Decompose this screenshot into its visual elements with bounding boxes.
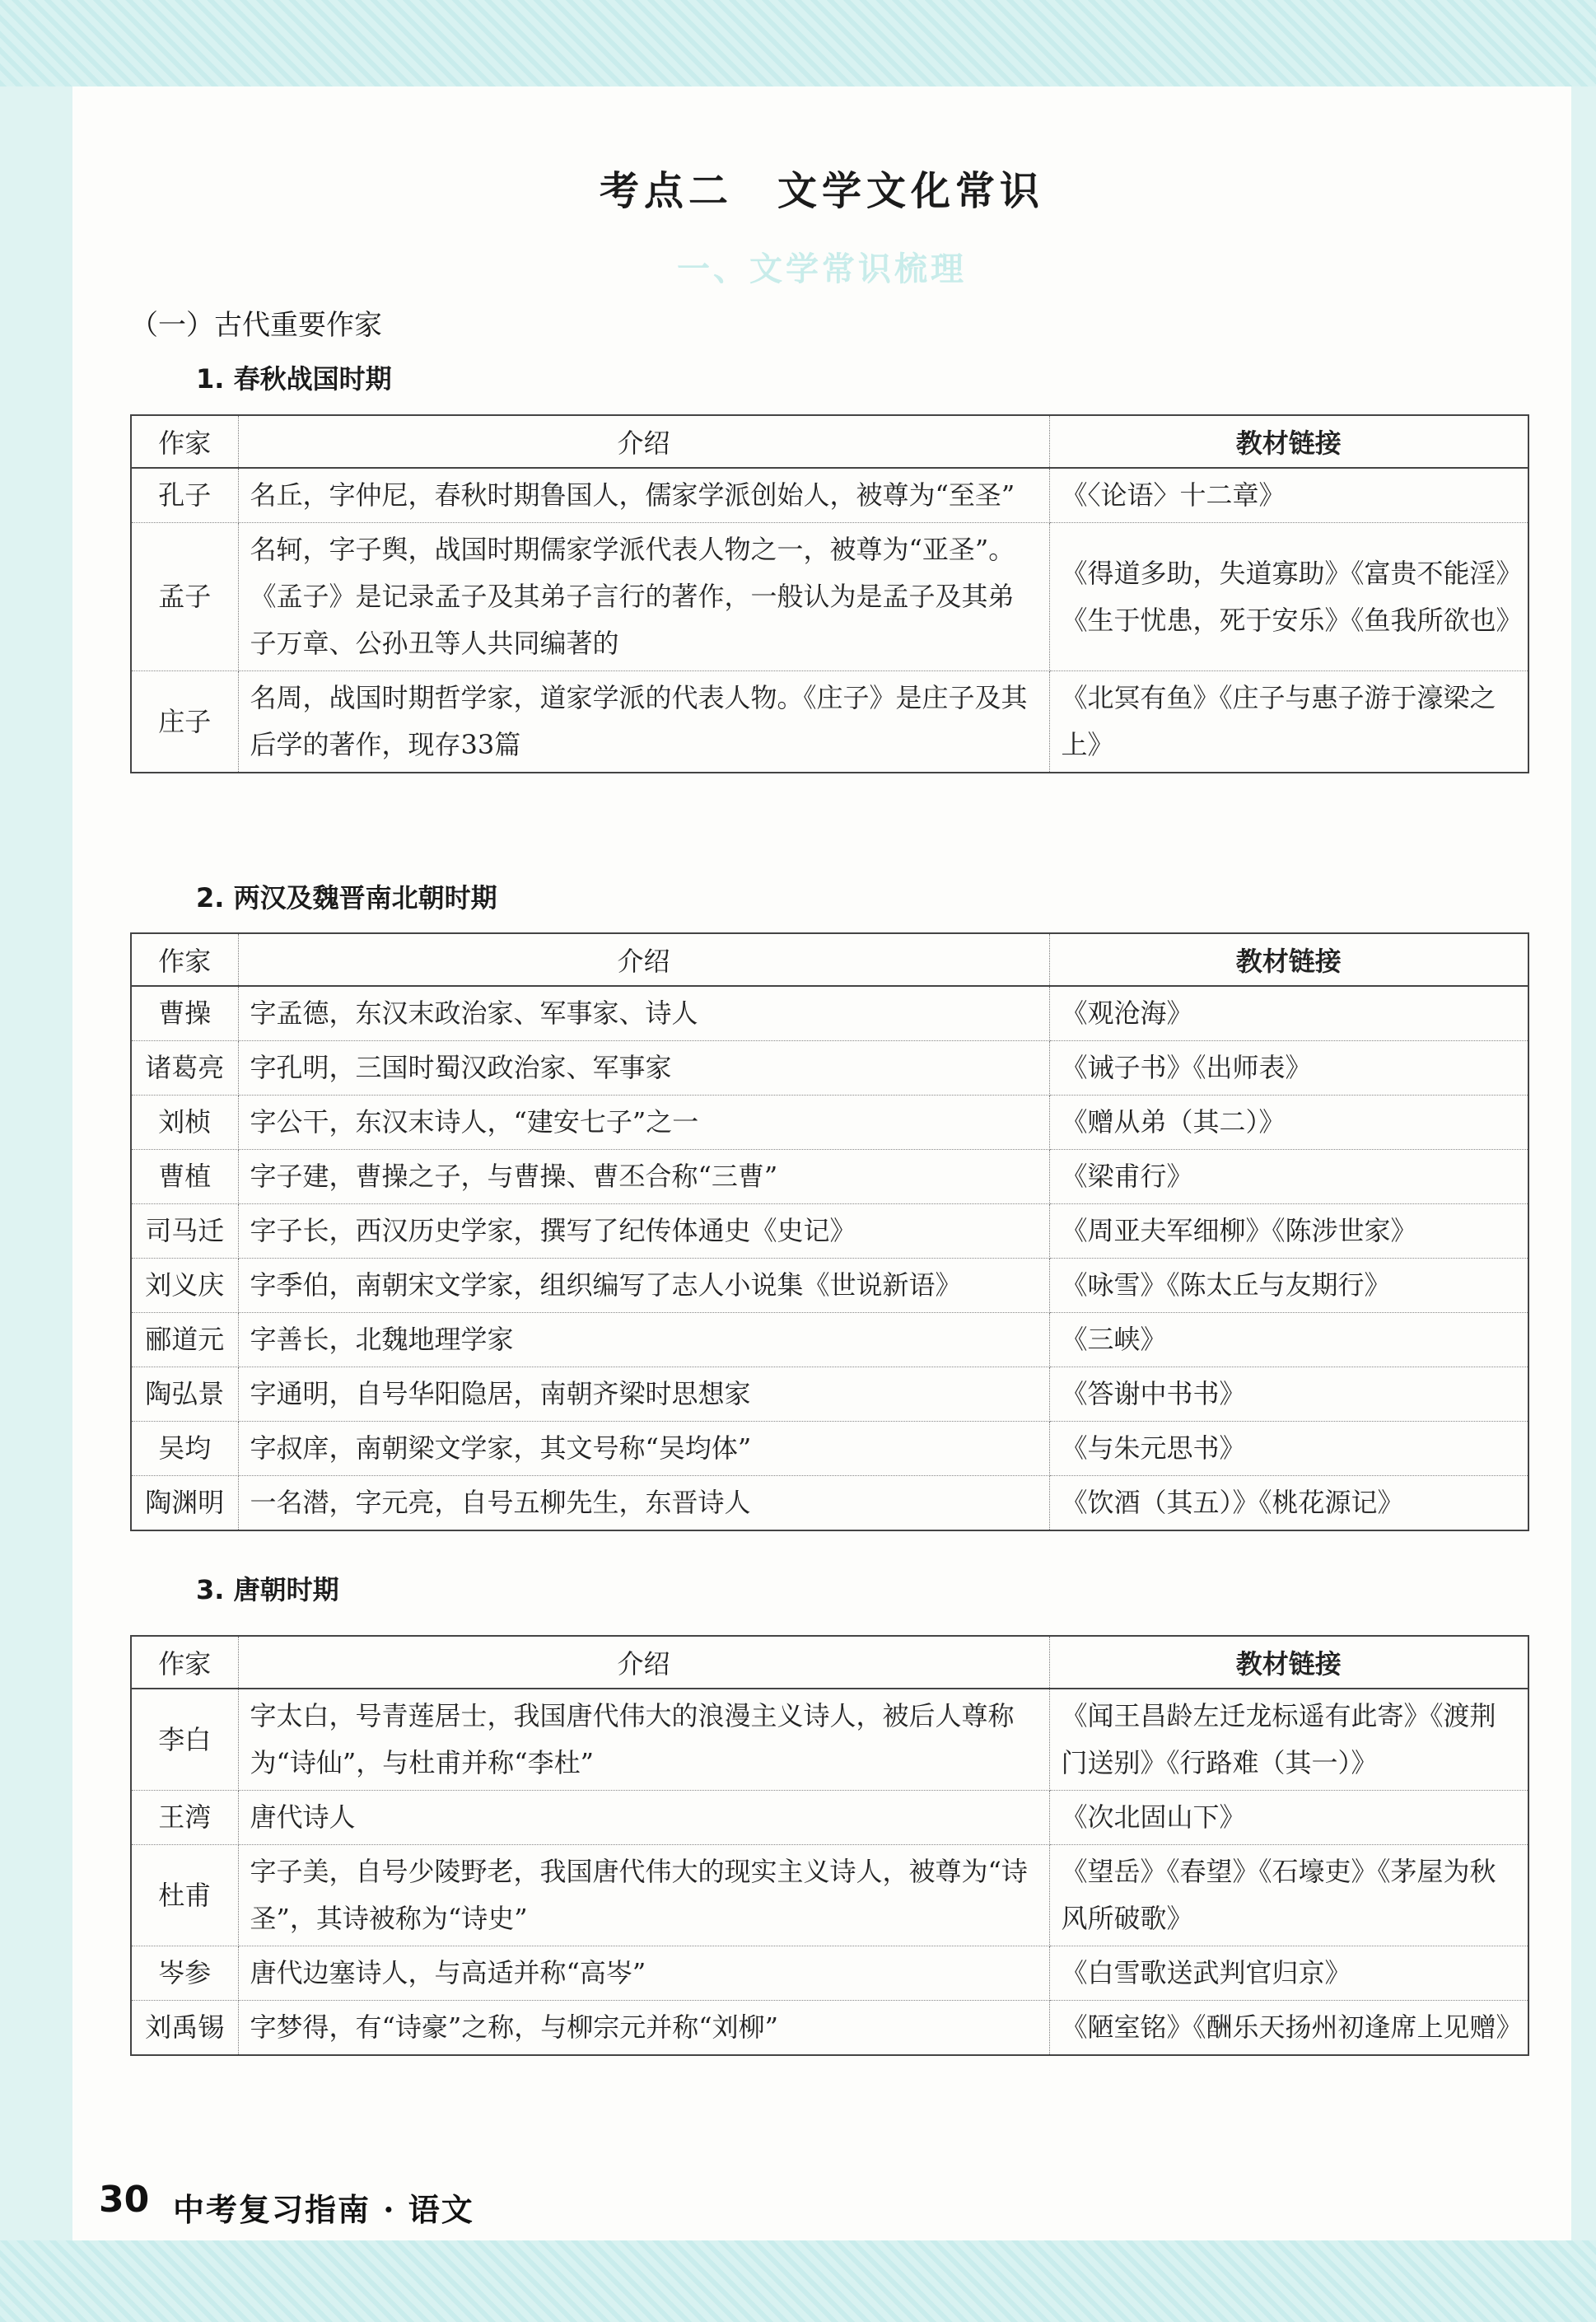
table-row xyxy=(131,523,1528,671)
author-intro-cell: 名轲，字子舆，战国时期儒家学派代表人物之一，被尊为“亚圣”。《孟子》是记录孟子及其弟子言行的著作，一般认为是孟子及其弟子万章、公孙丑等人共同编著的 xyxy=(238,523,1049,671)
textbook-link-cell: 《白雪歌送武判官归京》 xyxy=(1049,1946,1528,2001)
author-name-cell: 陶渊明 xyxy=(131,1476,238,1531)
author-intro-cell: 字孔明，三国时蜀汉政治家、军事家 xyxy=(238,1041,1049,1096)
author-name-cell: 郦道元 xyxy=(131,1313,238,1367)
page-number: 30 xyxy=(99,2179,150,2221)
author-intro-cell: 唐代诗人 xyxy=(238,1791,1049,1845)
table-row xyxy=(131,1313,1528,1367)
textbook-link-cell: 《闻王昌龄左迁龙标遥有此寄》《渡荆门送别》《行路难（其一）》 xyxy=(1049,1689,1528,1791)
author-table xyxy=(130,932,1529,1531)
table-row xyxy=(131,1791,1528,1845)
bottom-decor-band xyxy=(0,2240,1596,2322)
group-heading: 3. 唐朝时期 xyxy=(196,1574,339,1605)
author-intro-cell: 字叔庠，南朝梁文学家，其文号称“吴均体” xyxy=(238,1422,1049,1476)
author-intro-cell: 名丘，字仲尼，春秋时期鲁国人，儒家学派创始人，被尊为“至圣” xyxy=(238,468,1049,523)
table-header-row xyxy=(131,933,1528,986)
section-subtitle: 一、文学常识梳理 xyxy=(677,250,967,288)
author-intro-cell: 字公干，东汉末诗人，“建安七子”之一 xyxy=(238,1096,1049,1150)
header-intro: 介绍 xyxy=(238,1636,1049,1689)
textbook-link-cell: 《望岳》《春望》《石壕吏》《茅屋为秋风所破歌》 xyxy=(1049,1845,1528,1946)
table-row xyxy=(131,1476,1528,1531)
table-row xyxy=(131,671,1528,773)
table-row xyxy=(131,468,1528,523)
textbook-link-cell: 《梁甫行》 xyxy=(1049,1150,1528,1204)
textbook-link-cell: 《诫子书》《出师表》 xyxy=(1049,1041,1528,1096)
author-intro-cell: 字孟德，东汉末政治家、军事家、诗人 xyxy=(238,986,1049,1041)
table-row xyxy=(131,1367,1528,1422)
header-link: 教材链接 xyxy=(1049,1636,1528,1689)
author-name-cell: 李白 xyxy=(131,1689,238,1791)
header-intro: 介绍 xyxy=(238,933,1049,986)
author-intro-cell: 字太白，号青莲居士，我国唐代伟大的浪漫主义诗人，被后人尊称为“诗仙”，与杜甫并称“李杜” xyxy=(238,1689,1049,1791)
table-row xyxy=(131,1689,1528,1791)
author-intro-cell: 名周，战国时期哲学家，道家学派的代表人物。《庄子》是庄子及其后学的著作，现存33篇 xyxy=(238,671,1049,773)
author-intro-cell: 字子建，曹操之子，与曹操、曹丕合称“三曹” xyxy=(238,1150,1049,1204)
textbook-link-cell: 《三峡》 xyxy=(1049,1313,1528,1367)
author-name-cell: 孔子 xyxy=(131,468,238,523)
author-name-cell: 吴均 xyxy=(131,1422,238,1476)
group-heading: 2. 两汉及魏晋南北朝时期 xyxy=(196,882,497,913)
table-row xyxy=(131,1259,1528,1313)
textbook-link-cell: 《周亚夫军细柳》《陈涉世家》 xyxy=(1049,1204,1528,1259)
author-name-cell: 岑参 xyxy=(131,1946,238,2001)
author-name-cell: 刘义庆 xyxy=(131,1259,238,1313)
table-header-row xyxy=(131,415,1528,468)
table-row xyxy=(131,986,1528,1041)
author-intro-cell: 唐代边塞诗人，与高适并称“高岑” xyxy=(238,1946,1049,2001)
page xyxy=(72,86,1571,2240)
header-intro: 介绍 xyxy=(238,415,1049,468)
section-heading: （一）古代重要作家 xyxy=(130,309,382,342)
author-name-cell: 诸葛亮 xyxy=(131,1041,238,1096)
table-row xyxy=(131,1096,1528,1150)
textbook-link-cell: 《陋室铭》《酬乐天扬州初逢席上见赠》 xyxy=(1049,2001,1528,2056)
header-author: 作家 xyxy=(131,1636,238,1689)
table-row xyxy=(131,1422,1528,1476)
table-header-row xyxy=(131,1636,1528,1689)
author-name-cell: 曹操 xyxy=(131,986,238,1041)
header-link: 教材链接 xyxy=(1049,415,1528,468)
textbook-link-cell: 《〈论语〉十二章》 xyxy=(1049,468,1528,523)
table-row xyxy=(131,2001,1528,2056)
book-title: 中考复习指南 · 语文 xyxy=(173,2191,474,2228)
header-author: 作家 xyxy=(131,415,238,468)
author-intro-cell: 字梦得，有“诗豪”之称，与柳宗元并称“刘柳” xyxy=(238,2001,1049,2056)
author-name-cell: 庄子 xyxy=(131,671,238,773)
author-intro-cell: 字子长，西汉历史学家，撰写了纪传体通史《史记》 xyxy=(238,1204,1049,1259)
author-name-cell: 陶弘景 xyxy=(131,1367,238,1422)
table-row xyxy=(131,1204,1528,1259)
table-row xyxy=(131,1845,1528,1946)
author-name-cell: 曹植 xyxy=(131,1150,238,1204)
table-row xyxy=(131,1150,1528,1204)
author-intro-cell: 字通明，自号华阳隐居，南朝齐梁时思想家 xyxy=(238,1367,1049,1422)
textbook-link-cell: 《与朱元思书》 xyxy=(1049,1422,1528,1476)
textbook-link-cell: 《次北固山下》 xyxy=(1049,1791,1528,1845)
page-title: 考点二 文学文化常识 xyxy=(599,168,1044,214)
author-name-cell: 王湾 xyxy=(131,1791,238,1845)
author-intro-cell: 字子美，自号少陵野老，我国唐代伟大的现实主义诗人，被尊为“诗圣”，其诗被称为“诗史” xyxy=(238,1845,1049,1946)
author-intro-cell: 字季伯，南朝宋文学家，组织编写了志人小说集《世说新语》 xyxy=(238,1259,1049,1313)
table-row xyxy=(131,1946,1528,2001)
textbook-link-cell: 《答谢中书书》 xyxy=(1049,1367,1528,1422)
textbook-link-cell: 《饮酒（其五）》《桃花源记》 xyxy=(1049,1476,1528,1531)
header-author: 作家 xyxy=(131,933,238,986)
textbook-link-cell: 《咏雪》《陈太丘与友期行》 xyxy=(1049,1259,1528,1313)
author-name-cell: 刘桢 xyxy=(131,1096,238,1150)
textbook-link-cell: 《赠从弟（其二）》 xyxy=(1049,1096,1528,1150)
group-heading: 1. 春秋战国时期 xyxy=(196,363,392,395)
author-intro-cell: 一名潜，字元亮，自号五柳先生，东晋诗人 xyxy=(238,1476,1049,1531)
header-link: 教材链接 xyxy=(1049,933,1528,986)
author-name-cell: 刘禹锡 xyxy=(131,2001,238,2056)
author-name-cell: 孟子 xyxy=(131,523,238,671)
table-row xyxy=(131,1041,1528,1096)
top-decor-band xyxy=(0,0,1596,86)
author-name-cell: 杜甫 xyxy=(131,1845,238,1946)
textbook-link-cell: 《得道多助，失道寡助》《富贵不能淫》《生于忧患，死于安乐》《鱼我所欲也》 xyxy=(1049,523,1528,671)
textbook-link-cell: 《北冥有鱼》《庄子与惠子游于濠梁之上》 xyxy=(1049,671,1528,773)
textbook-link-cell: 《观沧海》 xyxy=(1049,986,1528,1041)
author-name-cell: 司马迁 xyxy=(131,1204,238,1259)
author-table xyxy=(130,1635,1529,2056)
author-table xyxy=(130,414,1529,773)
author-intro-cell: 字善长，北魏地理学家 xyxy=(238,1313,1049,1367)
